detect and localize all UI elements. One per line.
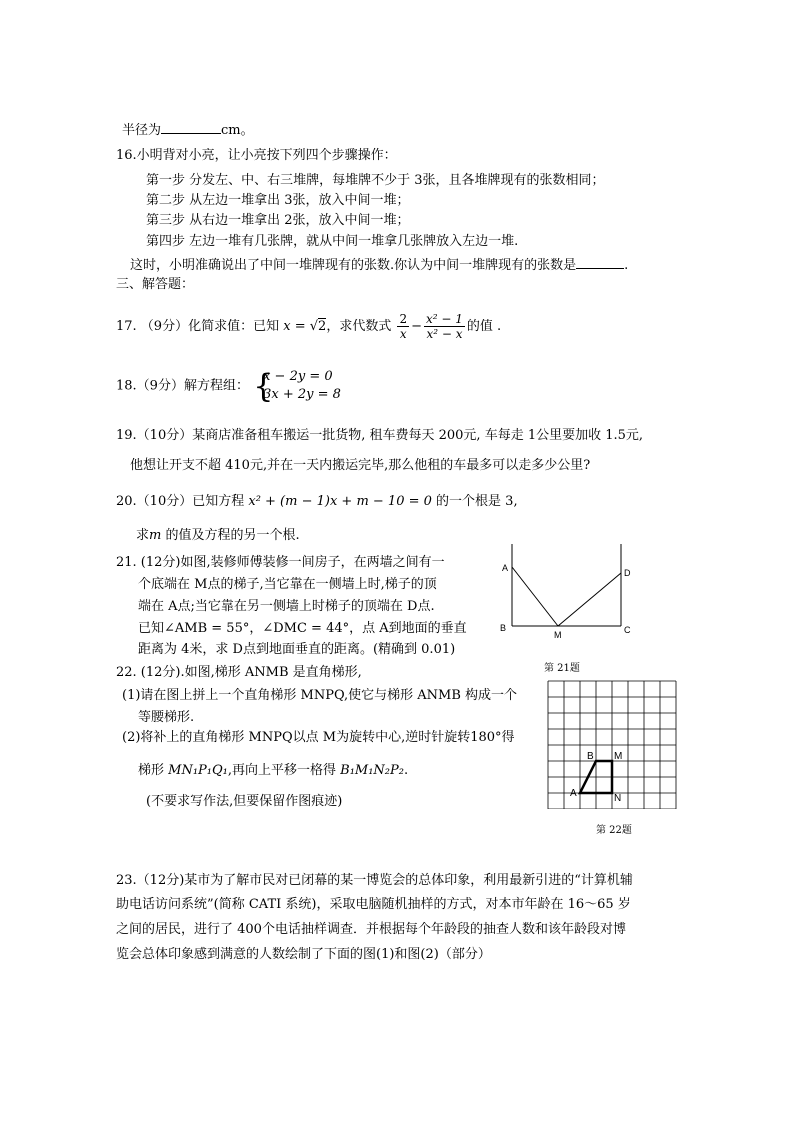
q17-mid: ，求代数式 (326, 319, 392, 334)
q22-line: 22. (12分).如图,梯形 ANMB 是直角梯形, (116, 665, 362, 680)
q21-line: 距离为 4米，求 D点到地面垂直的距离。(精确到 0.01) (138, 642, 456, 657)
q16-ask-suffix: . (624, 258, 629, 273)
frac-num: x² − 1 (426, 312, 463, 326)
grid-figure (546, 679, 678, 809)
q22-line: (1)请在图上拼上一个直角梯形 MNPQ,使它与梯形 ANMB 构成一个 (122, 688, 518, 703)
label-d: D (624, 568, 631, 578)
ladder-right (558, 573, 621, 626)
q23-line: 助电话访问系统”(简称 CATI 系统)，采取电脑随机抽样的方式，对本市年龄在 16～65 岁 (116, 897, 631, 912)
answer-blank[interactable] (161, 121, 221, 134)
q21-line: 个底端在 M点的梯子,当它靠在一侧墙上时,梯子的顶 (138, 577, 437, 592)
q21-line: 端在 A点;当它靠在另一侧墙上时梯子的顶端在 D点. (138, 599, 435, 614)
q16-ask-prefix: 这时，小明准确说出了中间一堆牌现有的张数.你认为中间一堆牌现有的张数是 (130, 258, 577, 273)
fig22-caption: 第 22题 (596, 825, 632, 836)
q17-tail: 的值 . (466, 319, 502, 334)
sqrt-symbol: √ (309, 319, 319, 334)
label-b: B (587, 751, 594, 762)
q22-mid: ,再向上平移一格得 (227, 763, 341, 778)
minus-sign: − (411, 319, 423, 334)
label-m: M (614, 751, 623, 762)
q17-radicand: 2 (318, 319, 327, 334)
q23-line: 23.（12分)某市为了解市民对已闭幕的某一博览会的总体印象，利用最新引进的“计算机辅 (116, 873, 633, 888)
answer-blank[interactable] (576, 256, 624, 269)
q16-stem: 16.小明背对小亮，让小亮按下列四个步骤操作： (116, 148, 397, 163)
q17-var: x (283, 319, 291, 334)
q20-var: m (149, 528, 162, 543)
q20-equation: x² + (m − 1)x + m − 10 = 0 (248, 494, 432, 509)
trapezoid-1: MN₁P₁Q₁ (168, 763, 228, 778)
label-n: N (614, 793, 622, 804)
fig21-caption: 第 21题 (544, 663, 580, 674)
q21-line: 已知∠AMB = 55°，∠DMC = 44°，点 A到地面的垂直 (138, 621, 467, 636)
q17-head: 17. （9分）化简求值：已知 (116, 319, 280, 334)
equation-system (253, 368, 341, 404)
q20-line (116, 494, 518, 510)
label-c: C (624, 625, 631, 635)
section-heading: 三、解答题： (116, 277, 195, 292)
label-b: B (500, 623, 507, 633)
q21-line: 21. (12分)如图,装修师傅装修一间房子，在两墙之间有一 (116, 555, 445, 570)
q16-step: 第二步 从左边一堆拿出 3张，放入中间一堆； (146, 193, 410, 208)
q23-line: 览会总体印象感到满意的人数绘制了下面的图(1)和图(2)（部分） (116, 947, 491, 962)
q15-suffix: cm。 (221, 123, 254, 138)
q20-tail: 的一个根是 3, (431, 494, 518, 509)
q22-line: (不要求写作法,但要保留作图痕迹) (146, 794, 343, 809)
ladder-left (512, 567, 558, 626)
fraction-2 (424, 312, 465, 341)
q22-pre: 梯形 (138, 763, 169, 778)
q16-step: 第四步 左边一堆有几张牌，就从中间一堆拿几张牌放入左边一堆. (146, 234, 519, 249)
q18 (116, 368, 341, 405)
q20-head: 20.（10分）已知方程 (116, 494, 249, 509)
equation-row: x − 2y = 0 (263, 369, 333, 384)
frac-den: x² − x (426, 327, 463, 341)
ladder-figure (490, 540, 650, 640)
q15-prefix: 半径为 (122, 123, 162, 138)
brace-icon: { (253, 367, 274, 405)
q16-step: 第三步 从右边一堆拿出 2张，放入中间一堆； (146, 213, 410, 228)
q20-pre: 求 (136, 528, 150, 543)
q22-post: . (403, 763, 409, 778)
q22-line5 (138, 763, 408, 779)
q17 (116, 312, 501, 342)
q22-line: 等腰梯形. (138, 710, 195, 725)
q19-line: 他想让开支不超 410元,并在一天内搬运完毕,那么他租的车最多可以走多少公里? (130, 458, 591, 473)
q17-eq: = (290, 319, 310, 334)
equation-row: 3x + 2y = 8 (263, 387, 341, 402)
q15-tail (122, 121, 254, 139)
q16-step: 第一步 分发左、中、右三堆牌，每堆牌不少于 3张，且各堆牌现有的张数相同； (146, 173, 605, 188)
q19-line: 19.（10分）某商店准备租车搬运一批货物, 租车费每天 200元, 车每走 1公里要加收 1.5元, (116, 428, 644, 443)
q16-ask (130, 256, 628, 274)
q20-line2 (136, 528, 300, 544)
fraction-1 (397, 312, 409, 341)
q23-line: 之间的居民，进行了 400个电话抽样调查．并根据每个年龄段的抽查人数和该年龄段对博 (116, 922, 626, 937)
q20-post: 的值及方程的另一个根. (161, 528, 300, 543)
frac-num: 2 (399, 312, 408, 326)
q22-line: (2)将补上的直角梯形 MNPQ以点 M为旋转中心,逆时针旋转180°得 (122, 730, 515, 745)
label-m: M (554, 630, 562, 640)
frac-den: x (399, 327, 407, 341)
q18-head: 18.（9分）解方程组： (116, 378, 249, 394)
trapezoid-2: B₁M₁N₂P₂ (340, 763, 404, 778)
label-a: A (570, 788, 577, 799)
label-a: A (502, 563, 509, 573)
